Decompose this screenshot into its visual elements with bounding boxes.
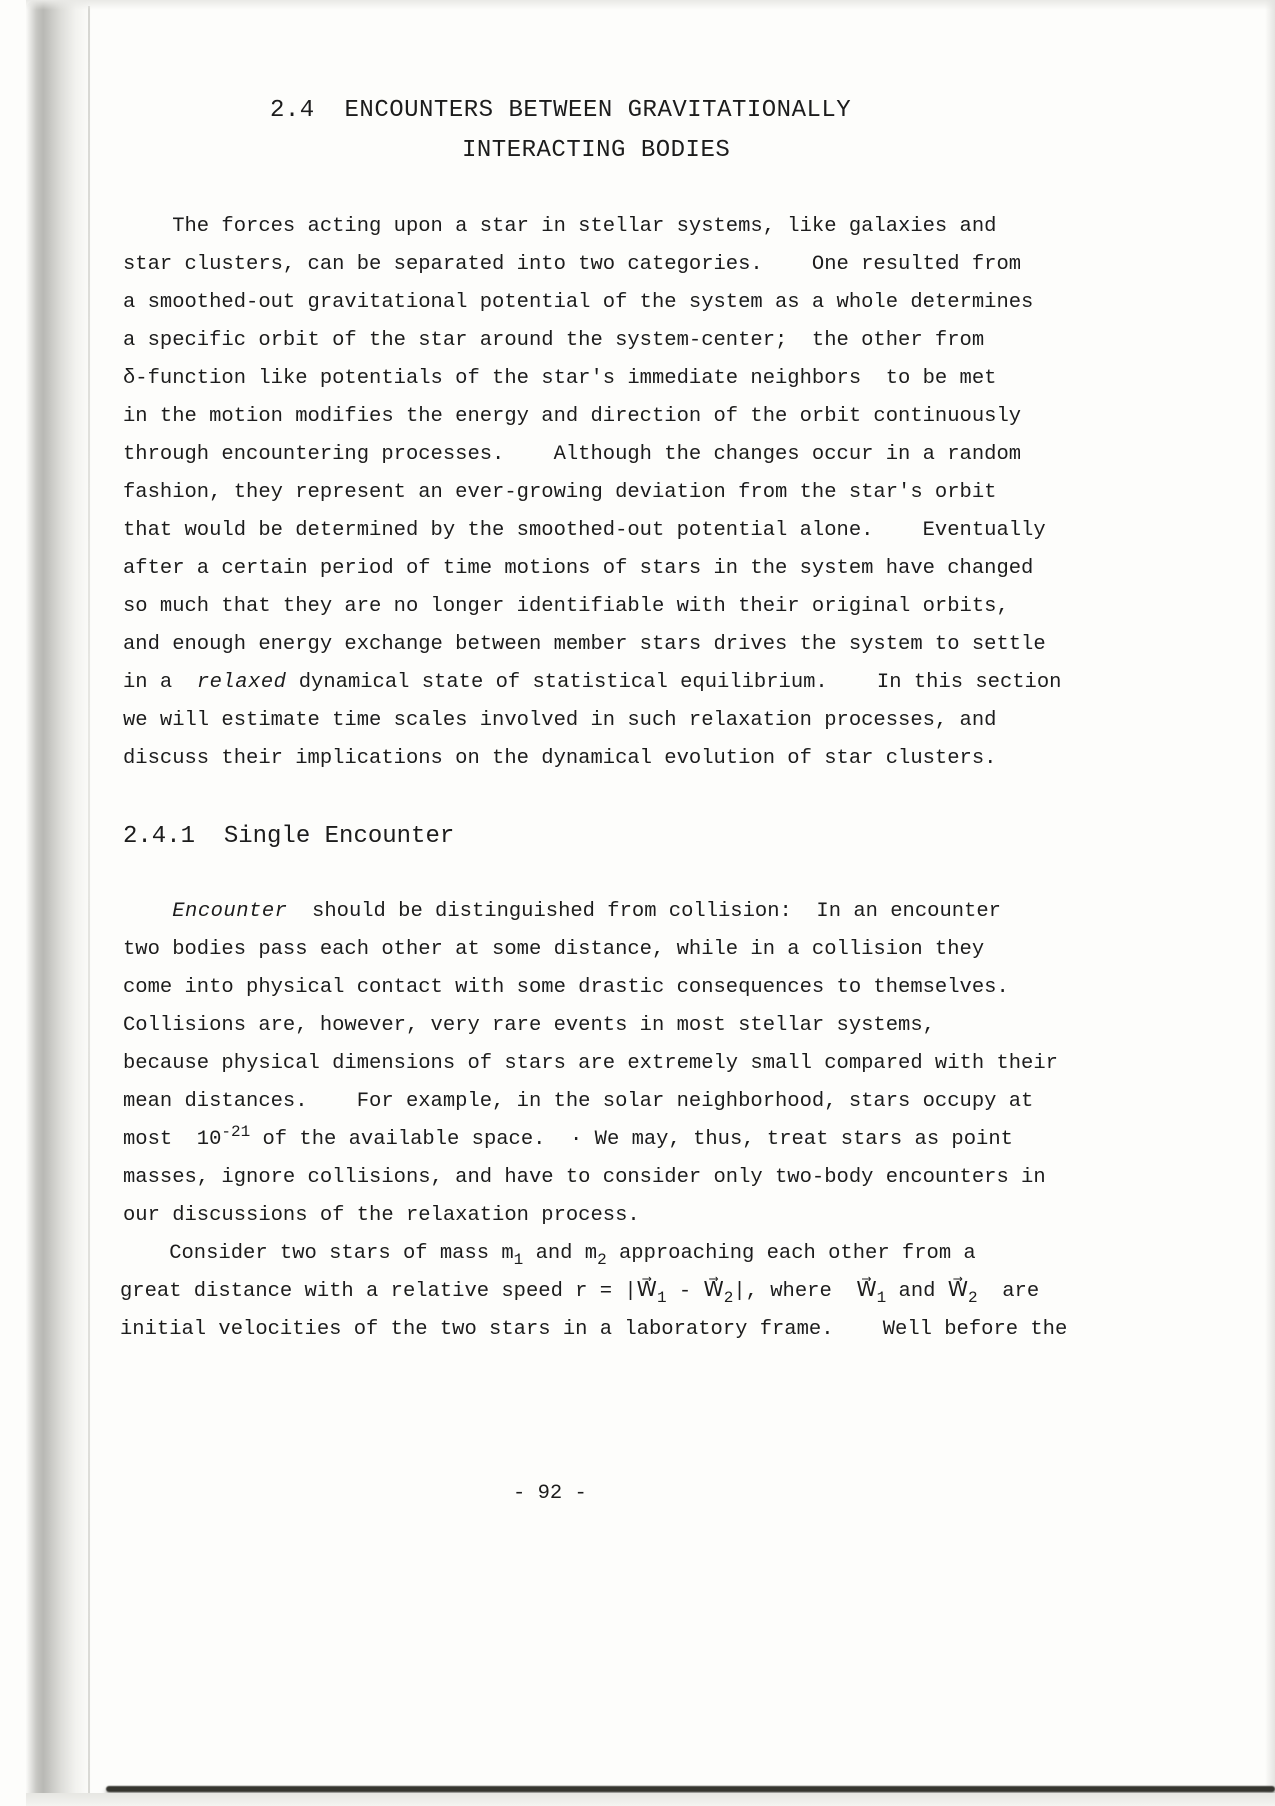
text-line <box>123 740 1061 778</box>
text-line <box>123 398 1061 436</box>
subsection-heading: 2.4.1 Single Encounter <box>123 823 455 850</box>
text-segment: The forces acting upon a star in stellar systems, like galaxies and <box>123 215 997 238</box>
text-segment: two bodies pass each other at some distance, while in a collision they <box>123 938 985 961</box>
paragraph-intro <box>123 208 1061 778</box>
paragraph-two-stars <box>120 1235 1067 1349</box>
text-segment: approaching each other from a <box>606 1242 976 1265</box>
text-segment: after a certain period of time motions of stars in the system have changed <box>123 557 1034 580</box>
text-segment-sub: 2 <box>723 1289 734 1308</box>
text-segment: in a <box>123 671 197 694</box>
page-right-edge-shadow <box>1265 0 1275 1806</box>
text-line <box>123 1159 1058 1197</box>
text-segment: - W⃗ <box>666 1280 724 1303</box>
text-segment-it: Encounter <box>172 900 288 923</box>
text-segment-sub: 1 <box>656 1289 667 1308</box>
text-line <box>123 588 1061 626</box>
section-heading-line2: INTERACTING BODIES <box>462 137 731 164</box>
text-line <box>123 1121 1058 1159</box>
text-line <box>120 1273 1067 1311</box>
text-line <box>123 702 1061 740</box>
text-segment: are <box>977 1280 1040 1303</box>
text-segment: a specific orbit of the star around the system-center; the other from <box>123 329 985 352</box>
text-segment: fashion, they represent an ever-growing deviation from the star's orbit <box>123 481 997 504</box>
text-line <box>123 360 1061 398</box>
text-line <box>123 893 1058 931</box>
page-top-edge-shadow <box>26 0 1275 10</box>
text-line <box>120 1235 1067 1273</box>
text-segment: and m <box>523 1242 598 1265</box>
paragraph-single-encounter <box>123 893 1058 1235</box>
text-line <box>123 1045 1058 1083</box>
text-line <box>123 246 1061 284</box>
text-line <box>123 626 1061 664</box>
text-line <box>123 550 1061 588</box>
text-segment: our discussions of the relaxation process. <box>123 1204 640 1227</box>
text-segment: Collisions are, however, very rare events in most stellar systems, <box>123 1014 935 1037</box>
text-line <box>123 1007 1058 1045</box>
text-segment-sub: 2 <box>968 1289 978 1308</box>
text-segment-it: relaxed <box>196 671 287 694</box>
text-segment: in the motion modifies the energy and direction of the orbit continuously <box>123 405 1022 428</box>
text-line <box>123 664 1061 702</box>
text-segment-sup: -21 <box>221 1123 251 1142</box>
text-segment: initial velocities of the two stars in a laboratory frame. Well before the <box>120 1318 1068 1341</box>
text-line <box>120 1311 1067 1349</box>
text-line <box>123 436 1061 474</box>
text-segment: |, where W⃗ <box>733 1280 877 1303</box>
text-segment: should be distinguished from collision: In an encounter <box>287 900 1001 923</box>
text-segment: through encountering processes. Although the changes occur in a random <box>123 443 1022 466</box>
text-segment: so much that they are no longer identifiable with their original orbits, <box>123 595 1009 618</box>
text-segment-sub: 1 <box>876 1289 887 1308</box>
text-line <box>123 474 1061 512</box>
text-line <box>123 208 1061 246</box>
page-left-edge-line <box>88 6 90 1796</box>
text-segment: masses, ignore collisions, and have to consider only two-body encounters in <box>123 1166 1046 1189</box>
text-segment: dynamical state of statistical equilibrium. In this section <box>286 671 1062 694</box>
text-line <box>123 284 1061 322</box>
text-segment: star clusters, can be separated into two categories. One resulted from <box>123 253 1022 276</box>
page-bottom-edge-line <box>106 1786 1275 1792</box>
text-segment: Consider two stars of mass m <box>120 1242 514 1265</box>
text-segment: mean distances. For example, in the solar neighborhood, stars occupy at <box>123 1090 1034 1113</box>
text-line <box>123 931 1058 969</box>
text-line <box>123 512 1061 550</box>
text-segment-sub: 2 <box>597 1251 607 1270</box>
text-line <box>123 1083 1058 1121</box>
text-segment <box>123 900 172 923</box>
page-number: - 92 - <box>513 1482 587 1505</box>
text-segment: δ-function like potentials of the star's immediate neighbors to be met <box>123 367 997 390</box>
text-segment: we will estimate time scales involved in such relaxation processes, and <box>123 709 997 732</box>
text-segment: come into physical contact with some drastic consequences to themselves. <box>123 976 1009 999</box>
text-segment: and enough energy exchange between member stars drives the system to settle <box>123 633 1046 656</box>
text-segment: that would be determined by the smoothed-out potential alone. Eventually <box>123 519 1046 542</box>
section-heading-line1: 2.4 ENCOUNTERS BETWEEN GRAVITATIONALLY <box>270 97 852 124</box>
text-segment-sub: 1 <box>513 1251 524 1270</box>
text-segment: because physical dimensions of stars are extremely small compared with their <box>123 1052 1058 1075</box>
text-segment: most 10 <box>123 1128 222 1151</box>
text-segment: and W⃗ <box>886 1280 969 1303</box>
page-bottom-fade <box>26 1793 1275 1806</box>
text-segment: discuss their implications on the dynamical evolution of star clusters. <box>123 747 997 770</box>
text-segment: of the available space. · We may, thus, treat stars as point <box>250 1128 1013 1151</box>
text-line <box>123 322 1061 360</box>
text-segment: great distance with a relative speed r = |W⃗ <box>120 1280 657 1303</box>
text-segment: a smoothed-out gravitational potential of the system as a whole determines <box>123 291 1034 314</box>
text-line <box>123 969 1058 1007</box>
text-line <box>123 1197 1058 1235</box>
page-left-edge-shadow <box>26 0 92 1806</box>
